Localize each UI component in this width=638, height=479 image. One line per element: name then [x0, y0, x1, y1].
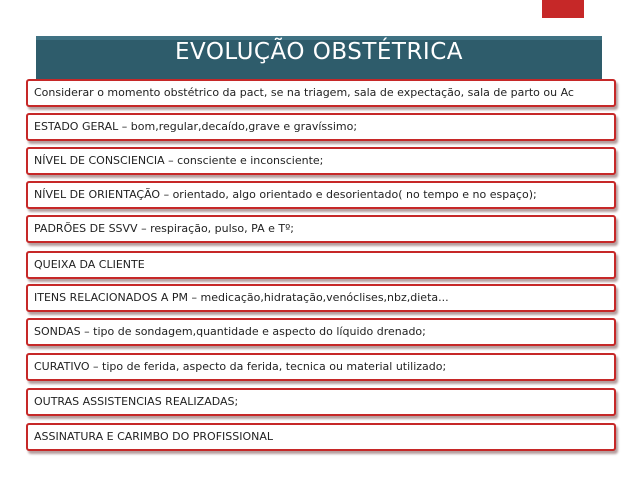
list-item-consciencia — [26, 147, 616, 175]
list-item-text: ESTADO GERAL – bom,regular,decaído,grave e gravíssimo; — [34, 120, 358, 133]
list-item-text: OUTRAS ASSISTENCIAS REALIZADAS; — [34, 395, 239, 408]
list-item-curativo — [26, 353, 616, 381]
list-item-sondas — [26, 318, 616, 346]
list-item-outras — [26, 388, 616, 416]
list-item-text: ASSINATURA E CARIMBO DO PROFISSIONAL — [34, 430, 274, 443]
list-item-text: ITENS RELACIONADOS A PM – medicação,hidratação,venóclises,nbz,dieta... — [34, 291, 449, 304]
list-item-text: NÍVEL DE ORIENTAÇÃO – orientado, algo orientado e desorientado( no tempo e no espaço); — [34, 188, 537, 201]
list-item-text: NÍVEL DE CONSCIENCIA – consciente e inconsciente; — [34, 154, 324, 167]
list-item-pm — [26, 284, 616, 312]
list-item-ssvv — [26, 215, 616, 243]
slide-title: EVOLUÇÃO OBSTÉTRICA — [174, 39, 464, 65]
list-item-text: PADRÕES DE SSVV – respiração, pulso, PA e Tº; — [34, 222, 294, 235]
list-item-assinatura — [26, 423, 616, 451]
list-item-orientacao — [26, 181, 616, 209]
list-item-text: SONDAS – tipo de sondagem,quantidade e aspecto do líquido drenado; — [34, 325, 426, 338]
list-item-queixa — [26, 251, 616, 279]
list-item-estado-geral — [26, 113, 616, 141]
list-item-text: CURATIVO – tipo de ferida, aspecto da ferida, tecnica ou material utilizado; — [34, 360, 447, 373]
list-item-context — [26, 79, 616, 107]
list-item-text: Considerar o momento obstétrico da pact, se na triagem, sala de expectação, sala de parto ou Ac — [34, 86, 574, 99]
list-item-text: QUEIXA DA CLIENTE — [34, 258, 145, 271]
